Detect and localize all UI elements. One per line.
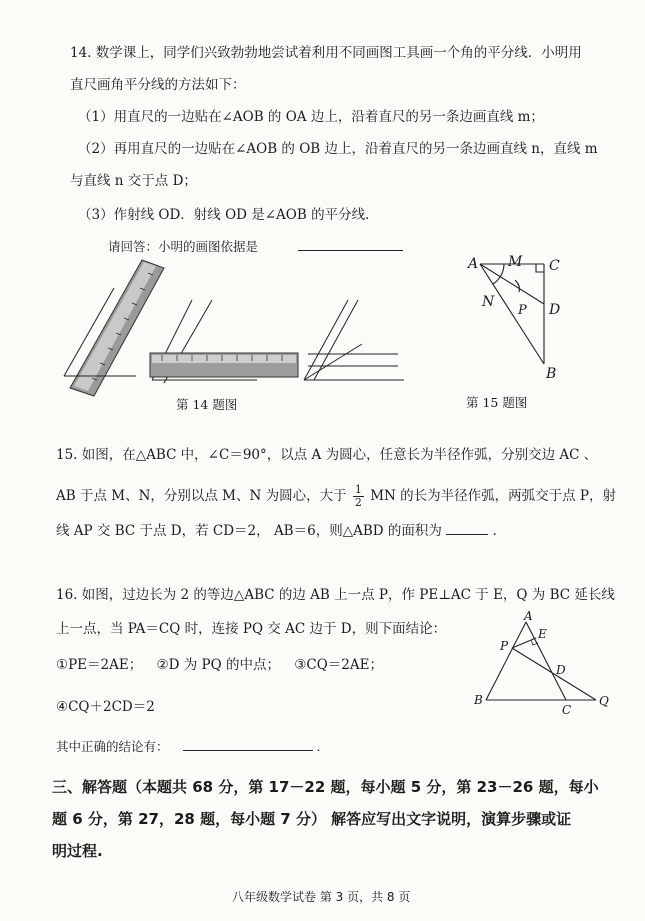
q16-line1: 16. 如图，过边长为 2 的等边△ABC 的边 AB 上一点 P，作 PE⊥AC 于 E，Q 为 BC 延长线 [56,587,615,603]
q16-label-e: E [538,627,547,641]
q16-label-c: C [562,703,572,717]
q14-answer-blank [298,250,403,251]
section3-line2: 题 6 分，第 27，28 题，每小题 7 分） 解答应写出文字说明，演算步骤或证 [52,810,572,828]
q16-option-4: ④CQ＋2CD＝2 [56,699,155,715]
q14-intro-line1: 14. 数学课上，同学们兴致勃勃地尝试着利用不同画图工具画一个角的平分线．小明用 [70,45,582,61]
section3-line1: 三、解答题（本题共 68 分，第 17－22 题，每小题 5 分，第 23－26 题，每小 [52,778,599,796]
q15-line3 [56,522,497,540]
q15-frac-num: 1 [354,483,362,496]
q15-arc-mn [493,264,504,284]
q14-bisector-sketch [304,300,404,380]
q15-side-ab [480,264,544,364]
q16-label-b: B [474,693,483,707]
q14-step1: （1）用直尺的一边贴在∠AOB 的 OA 边上，沿着直尺的另一条边画直线 m； [78,109,544,125]
q15-fraction [353,484,364,509]
q14-ruler-diagonal [64,260,164,396]
q15-line3-end: . [492,523,497,539]
q16-option-2: ②D 为 PQ 的中点； [156,657,280,673]
q16-label-d: D [556,663,566,677]
page-footer: 八年级数学试卷 第 3 页，共 8 页 [232,890,411,904]
q15-line2 [56,484,616,509]
q16-answer-prompt: 其中正确的结论有： [56,739,169,754]
q14-step2a: （2）再用直尺的一边贴在∠AOB 的 OB 边上，沿着直尺的另一条边画直线 n，直线 m [78,141,598,157]
q14-ruler-horizontal [150,300,298,383]
q14-question [108,238,403,256]
q15-frac-den: 2 [354,496,362,509]
q15-figure [470,256,570,386]
q16-segment-pq [512,648,596,700]
q16-option-3: ③CQ＝2AE； [294,657,383,673]
q16-options-row1 [56,656,383,674]
q14-figure [52,258,442,408]
q16-label-p: P [500,639,509,653]
q14-step2b: 与直线 n 交于点 D； [70,173,197,189]
q15-right-angle-mark [536,264,544,272]
q14-step3: （3）作射线 OD．射线 OD 是∠AOB 的平分线． [78,207,379,223]
q15-label-p: P [518,303,527,318]
q16-figure [474,609,616,722]
q16-option-1: ①PE＝2AE； [56,657,143,673]
q15-label-b: B [546,366,557,382]
q16-line2: 上一点，当 PA＝CQ 时，连接 PQ 交 AC 边于 D，则下面结论： [56,621,447,637]
q16-answer-blank [183,750,313,751]
q15-label-d: D [549,302,561,318]
q14-question-text: 请回答：小明的画图依据是 [108,239,259,254]
q14-intro-line2: 直尺画角平分线的方法如下： [70,77,246,93]
q15-label-n: N [482,294,495,310]
q15-line2-pre: AB 于点 M、N，分别以点 M、N 为圆心，大于 [56,488,347,504]
q16-answer-end: . [316,739,321,754]
q15-line2-post: MN 的长为半径作弧，两弧交于点 P，射 [370,488,617,504]
q15-figure-caption: 第 15 题图 [466,395,528,410]
q15-line1: 15. 如图，在△ABC 中，∠C＝90°，以点 A 为圆心，任意长为半径作弧，分别交边 AC 、 [56,447,598,463]
q16-answer-line [56,738,320,756]
q16-label-q: Q [599,694,609,708]
q16-side-ba [486,622,526,700]
q15-line3-text: 线 AP 交 BC 于点 D，若 CD＝2， AB＝6，则△ABD 的面积为 [56,523,442,539]
q15-label-a: A [468,256,479,272]
q16-label-a: A [524,609,533,623]
q15-label-m: M [508,254,523,270]
q14-figure-caption: 第 14 题图 [176,397,238,412]
section3-line3: 明过程. [52,842,103,860]
q15-answer-blank [446,534,488,535]
q15-label-c: C [549,258,560,274]
